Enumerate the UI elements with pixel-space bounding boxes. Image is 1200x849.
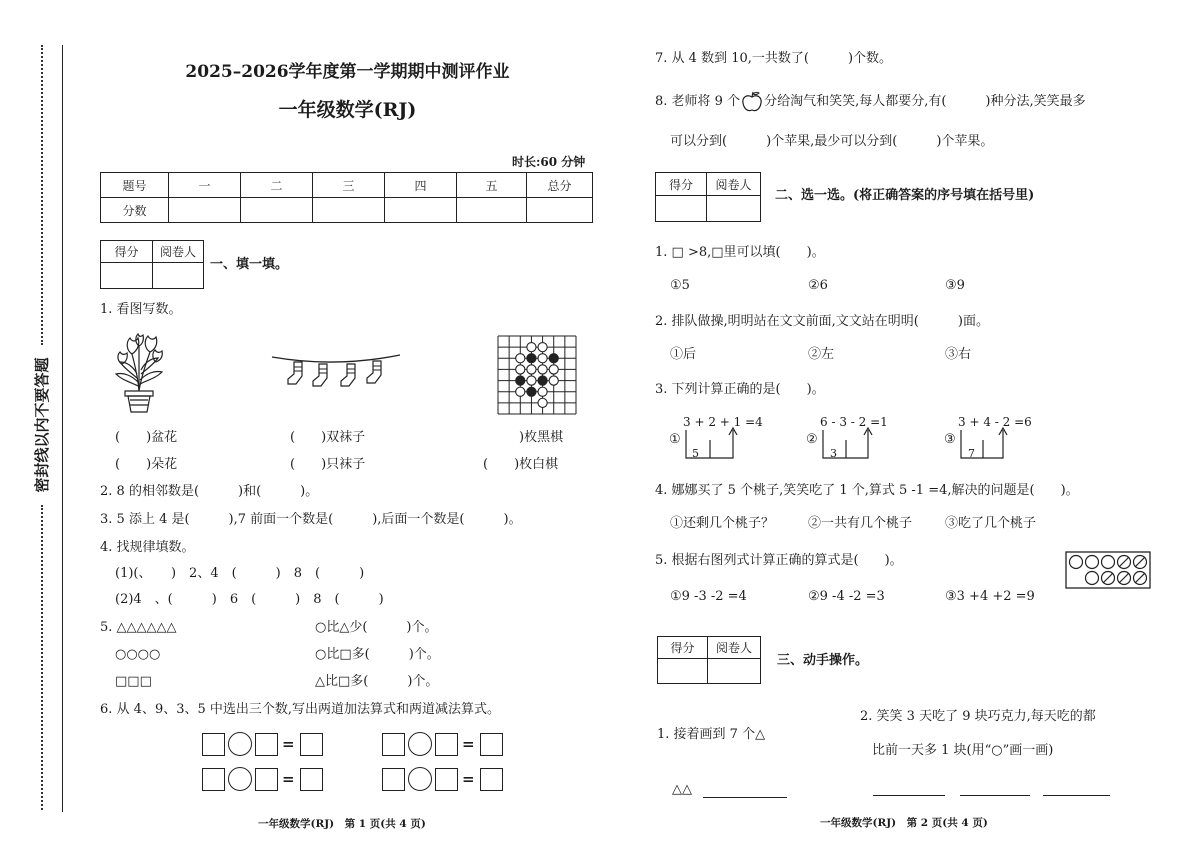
white-stone (516, 354, 525, 363)
diagram-2-partial-result: 3 (830, 447, 837, 460)
equals-sign: = (462, 770, 475, 788)
diagram-3-marker: ③ (944, 432, 956, 447)
answer-box (382, 733, 405, 756)
choice-question-5: 5. 根据右图列式计算正确的算式是( )。 (655, 553, 903, 568)
choice-1-option-b: ②6 (808, 278, 828, 293)
score-table-col-total: 总分 (527, 173, 593, 198)
answer-box (300, 768, 323, 791)
black-stone (549, 354, 558, 363)
score-cell (527, 198, 593, 223)
score-cell (241, 198, 313, 223)
page-title: 2025–2026学年度第一学期期中测评作业 (185, 62, 510, 82)
question-4-line-1: (1)(、 ) 2、4 ( ) 8 ( ) (115, 566, 365, 581)
drawing-question-1-start: △△ (672, 782, 692, 797)
choice-1-option-c: ③9 (945, 278, 965, 293)
operator-circle (408, 767, 432, 791)
choice-4-option-c: ③吃了几个桃子 (945, 516, 1037, 531)
margin-rule (62, 45, 63, 812)
grader-box-score-label: 得分 (656, 173, 707, 196)
section-1-title: 一、填一填。 (210, 257, 289, 272)
equals-sign: = (282, 770, 295, 788)
question-2: 2. 8 的相邻数是( )和( )。 (100, 484, 319, 499)
diagram-2-equation: 6 - 3 - 2 =1 (820, 415, 888, 429)
grader-box-score-label: 得分 (658, 637, 708, 659)
white-stone (538, 387, 547, 396)
apple-icon (741, 91, 763, 113)
q1-black-stones-blank: )枚黑棋 (519, 430, 564, 445)
choice-question-2: 2. 排队做操,明明站在文文前面,文文站在明明( )面。 (655, 314, 989, 329)
question-6-prompt: 6. 从 4、9、3、5 中选出三个数,写出两道加法算式和两道减法算式。 (100, 702, 501, 717)
question-5-circles: ○○○○ (115, 647, 161, 662)
section-3-title: 三、动手操作。 (777, 653, 869, 668)
grader-box-score-cell (101, 263, 153, 289)
grader-box-grader-cell (153, 263, 204, 289)
score-table-col-3: 三 (313, 173, 385, 198)
page-2-footer: 一年级数学(RJ) 第 2 页(共 4 页) (820, 817, 988, 829)
grader-box-score-cell (658, 659, 708, 684)
black-stone (538, 376, 547, 385)
day-3-answer-line (1043, 795, 1110, 796)
page-1-footer: 一年级数学(RJ) 第 1 页(共 4 页) (258, 818, 426, 830)
question-4-line-2: (2)4 、( ) 6 ( ) 8 ( ) (115, 592, 384, 607)
question-8-line-2: 可以分到( )个苹果,最少可以分到( )个苹果。 (670, 134, 994, 149)
seal-dotted-line-bottom (41, 505, 43, 810)
question-8-part-2: 分给淘气和笑笑,每人都要分,有( )种分法,笑笑最多 (764, 94, 1086, 109)
choice-2-option-b: ②左 (808, 347, 835, 362)
grader-box-grader-label: 阅卷人 (153, 241, 204, 263)
grader-box-1 (100, 240, 204, 289)
q1-single-socks-blank: ( )只袜子 (290, 457, 366, 472)
operator-circle (228, 732, 252, 756)
question-5-blank-2: ○比□多( )个。 (315, 647, 440, 662)
choice-2-option-c: ③右 (945, 347, 972, 362)
answer-box (480, 768, 503, 791)
white-stone (527, 376, 536, 385)
grader-box-3 (657, 636, 761, 684)
white-stone (538, 398, 547, 407)
q1-white-stones-blank: ( )枚白棋 (483, 457, 559, 472)
flower-pot-illustration (108, 334, 168, 414)
black-stone (527, 387, 536, 396)
circles-figure (1065, 551, 1151, 589)
score-cell (457, 198, 527, 223)
grader-box-grader-label: 阅卷人 (707, 173, 761, 196)
grader-box-score-cell (656, 196, 707, 222)
white-stone (538, 365, 547, 374)
choice-4-option-b: ②一共有几个桃子 (808, 516, 913, 531)
diagram-1-marker: ① (669, 432, 681, 447)
q1-sock-pairs-blank: ( )双袜子 (290, 430, 366, 445)
diagram-3-partial-result: 7 (968, 447, 975, 460)
page-subtitle: 一年级数学(RJ) (278, 99, 417, 121)
answer-box (255, 733, 278, 756)
white-stone (527, 343, 536, 352)
grader-box-grader-cell (708, 659, 761, 684)
operator-circle (408, 732, 432, 756)
white-stone (527, 365, 536, 374)
white-stone (516, 387, 525, 396)
section-2-title: 二、选一选。(将正确答案的序号填在括号里) (775, 188, 1035, 203)
score-cell (169, 198, 241, 223)
drawing-question-1-prompt: 1. 接着画到 7 个△ (657, 727, 766, 742)
question-8-line-1 (655, 91, 1086, 113)
choice-2-option-a: ①后 (670, 347, 697, 362)
choice-question-4: 4. 娜娜买了 5 个桃子,笑笑吃了 1 个,算式 5 -1 =4,解决的问题是( )。 (655, 483, 1079, 498)
choice-1-option-a: ①5 (670, 278, 690, 293)
score-table-row-label: 分数 (101, 198, 169, 223)
answer-box (435, 768, 458, 791)
grader-box-grader-cell (707, 196, 761, 222)
grader-box-grader-label: 阅卷人 (708, 637, 761, 659)
drawing-answer-line (703, 797, 787, 798)
question-7: 7. 从 4 数到 10,一共数了( )个数。 (655, 51, 893, 66)
answer-box (300, 733, 323, 756)
question-5-blank-3: △比□多( )个。 (315, 674, 439, 689)
score-table (100, 172, 593, 223)
black-stone (516, 376, 525, 385)
choice-5-option-c: ③3 +4 +2 =9 (945, 589, 1035, 604)
answer-box (202, 733, 225, 756)
question-4-prompt: 4. 找规律填数。 (100, 540, 195, 555)
score-table-col-5: 五 (457, 173, 527, 198)
seal-dotted-line-top (41, 45, 43, 345)
question-1-prompt: 1. 看图写数。 (100, 302, 182, 317)
diagram-1-partial-result: 5 (692, 447, 699, 460)
question-5-squares: □□□ (115, 674, 152, 689)
white-stone (538, 343, 547, 352)
score-table-col-1: 一 (169, 173, 241, 198)
score-table-header-label: 题号 (101, 173, 169, 198)
go-board-illustration (497, 335, 577, 415)
q1-flowers-blank: ( )朵花 (115, 457, 178, 472)
answer-box (382, 768, 405, 791)
equals-sign: = (282, 735, 295, 753)
white-stone (549, 376, 558, 385)
choice-4-option-a: ①还剩几个桃子？ (670, 516, 775, 531)
diagram-2-marker: ② (806, 432, 818, 447)
choice-question-1: 1. □ >8,□里可以填( )。 (655, 245, 825, 260)
exam-duration: 时长:60 分钟 (512, 155, 586, 169)
operator-circle (228, 767, 252, 791)
calculation-brackets (660, 410, 1060, 466)
white-stone (516, 365, 525, 374)
answer-box (202, 768, 225, 791)
question-5-triangles: 5. △△△△△△ (100, 620, 177, 635)
day-2-answer-line (960, 795, 1030, 796)
seal-notice: 密封线以内不要答题 (33, 357, 51, 493)
score-table-col-2: 二 (241, 173, 313, 198)
black-stone (527, 354, 536, 363)
q1-flower-pots-blank: ( )盆花 (115, 430, 178, 445)
answer-box (435, 733, 458, 756)
drawing-question-2-line-1: 2. 笑笑 3 天吃了 9 块巧克力,每天吃的都 (860, 709, 1096, 724)
answer-box (255, 768, 278, 791)
day-1-answer-line (873, 795, 945, 796)
diagram-3-equation: 3 + 4 - 2 =6 (958, 415, 1032, 429)
question-5-blank-1: ○比△少( )个。 (315, 620, 438, 635)
choice-question-3: 3. 下列计算正确的是( )。 (655, 382, 825, 397)
socks-clothesline-illustration (270, 352, 402, 392)
grader-box-2 (655, 172, 761, 222)
score-cell (313, 198, 385, 223)
score-table-col-4: 四 (385, 173, 457, 198)
answer-box (480, 733, 503, 756)
question-3: 3. 5 添上 4 是( ),7 前面一个数是( ),后面一个数是( )。 (100, 512, 522, 527)
grader-box-score-label: 得分 (101, 241, 153, 263)
drawing-question-2-line-2: 比前一天多 1 块(用“○”画一画) (872, 743, 1054, 758)
diagram-1-equation: 3 + 2 + 1 =4 (683, 415, 763, 429)
white-stone (549, 365, 558, 374)
choice-5-option-b: ②9 -4 -2 =3 (808, 589, 885, 604)
white-stone (538, 354, 547, 363)
equals-sign: = (462, 735, 475, 753)
question-8-part-1: 8. 老师将 9 个 (655, 94, 741, 109)
score-cell (385, 198, 457, 223)
choice-5-option-a: ①9 -3 -2 =4 (670, 589, 747, 604)
